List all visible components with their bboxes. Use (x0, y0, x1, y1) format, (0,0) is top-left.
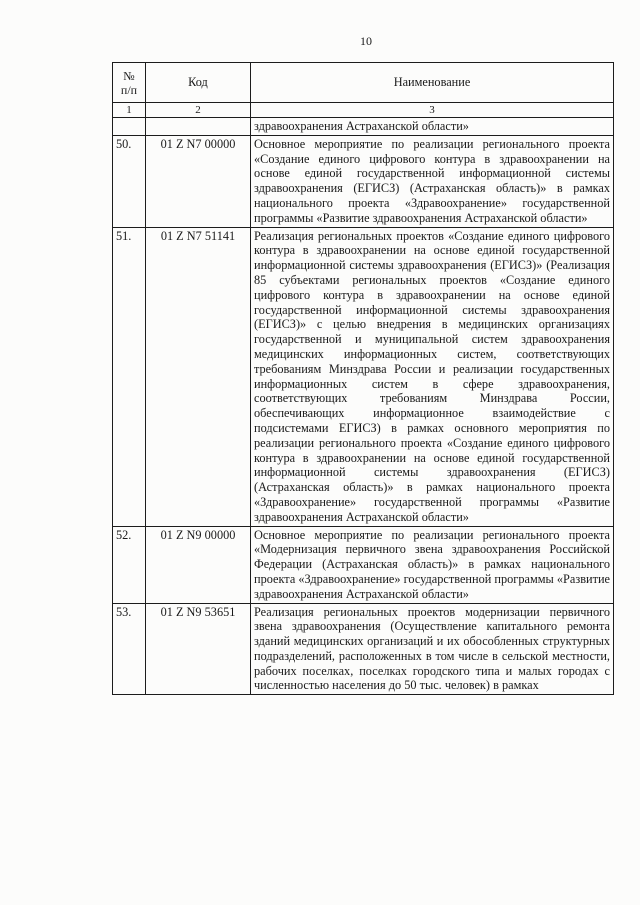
continuation-name: здравоохранения Астраханской области» (251, 118, 614, 136)
column-index-2: 2 (146, 103, 251, 118)
column-index-row (113, 103, 614, 118)
continuation-code (146, 118, 251, 136)
table-row (113, 603, 614, 695)
header-code: Код (146, 63, 251, 103)
column-index-1: 1 (113, 103, 146, 118)
header-num-label: № п/п (120, 68, 138, 97)
row-name: Реализация региональных проектов «Создание единого цифрового контура в здравоохранении на основе единой государственной информационной системы здравоохранения (ЕГИСЗ)» (Реализация 85 субъектами региональных проектов «Создание единого цифрового контура в здравоохранении на основе единой государственной информационной системы здравоохранения (ЕГИСЗ)» с целью внедрения в медицинских организациях государственной и муниципальной систем здравоохранения медицинских информационных систем, соответствующих требованиям Минздрава России и реализации государственных информационных систем в сфере здравоохранения, соответствующих требованиям Минздрава России, обеспечивающих информационное взаимодействие с подсистемами ЕГИСЗ) в рамках основного мероприятия по реализации регионального проекта «Создание единого цифрового контура в здравоохранении на основе единой государственной информационной системы здравоохранения (ЕГИСЗ) (Астраханская область)» в рамках национального проекта «Здравоохранение» государственной программы «Развитие здравоохранения Астраханской области» (251, 227, 614, 526)
row-name: Основное мероприятие по реализации регионального проекта «Создание единого цифрового контура в здравоохранении на основе единой государственной информационной системы здравоохранения (ЕГИСЗ) (Астраханская область)» в рамках национального проекта «Здравоохранение» государственной программы «Развитие здравоохранения Астраханской области» (251, 135, 614, 227)
header-name: Наименование (251, 63, 614, 103)
row-code: 01 Z N9 00000 (146, 526, 251, 603)
row-name: Основное мероприятие по реализации регионального проекта «Модернизация первичного звена здравоохранения Российской Федерации (Астраханская область)» в рамках национального проекта «Здравоохранение» государственной программы «Развитие здравоохранения Астраханской области» (251, 526, 614, 603)
table-row (113, 526, 614, 603)
column-index-3: 3 (251, 103, 614, 118)
row-code: 01 Z N9 53651 (146, 603, 251, 695)
page-number: 10 (360, 34, 372, 48)
row-num: 50. (113, 135, 146, 227)
table-row (113, 135, 614, 227)
continuation-row (113, 118, 614, 136)
budget-classification-table (112, 62, 614, 695)
table-row (113, 227, 614, 526)
row-code: 01 Z N7 51141 (146, 227, 251, 526)
continuation-num (113, 118, 146, 136)
row-code: 01 Z N7 00000 (146, 135, 251, 227)
row-num: 53. (113, 603, 146, 695)
row-num: 52. (113, 526, 146, 603)
table-header-row (113, 63, 614, 103)
row-num: 51. (113, 227, 146, 526)
header-num (113, 63, 146, 103)
row-name: Реализация региональных проектов модернизации первичного звена здравоохранения (Осуществление капитального ремонта зданий медицинских организаций и их обособленных структурных подразделений, расположенных в том числе в сельской местности, рабочих поселках, поселках городского типа и малых городах с численностью населения до 50 тыс. человек) в рамках (251, 603, 614, 695)
